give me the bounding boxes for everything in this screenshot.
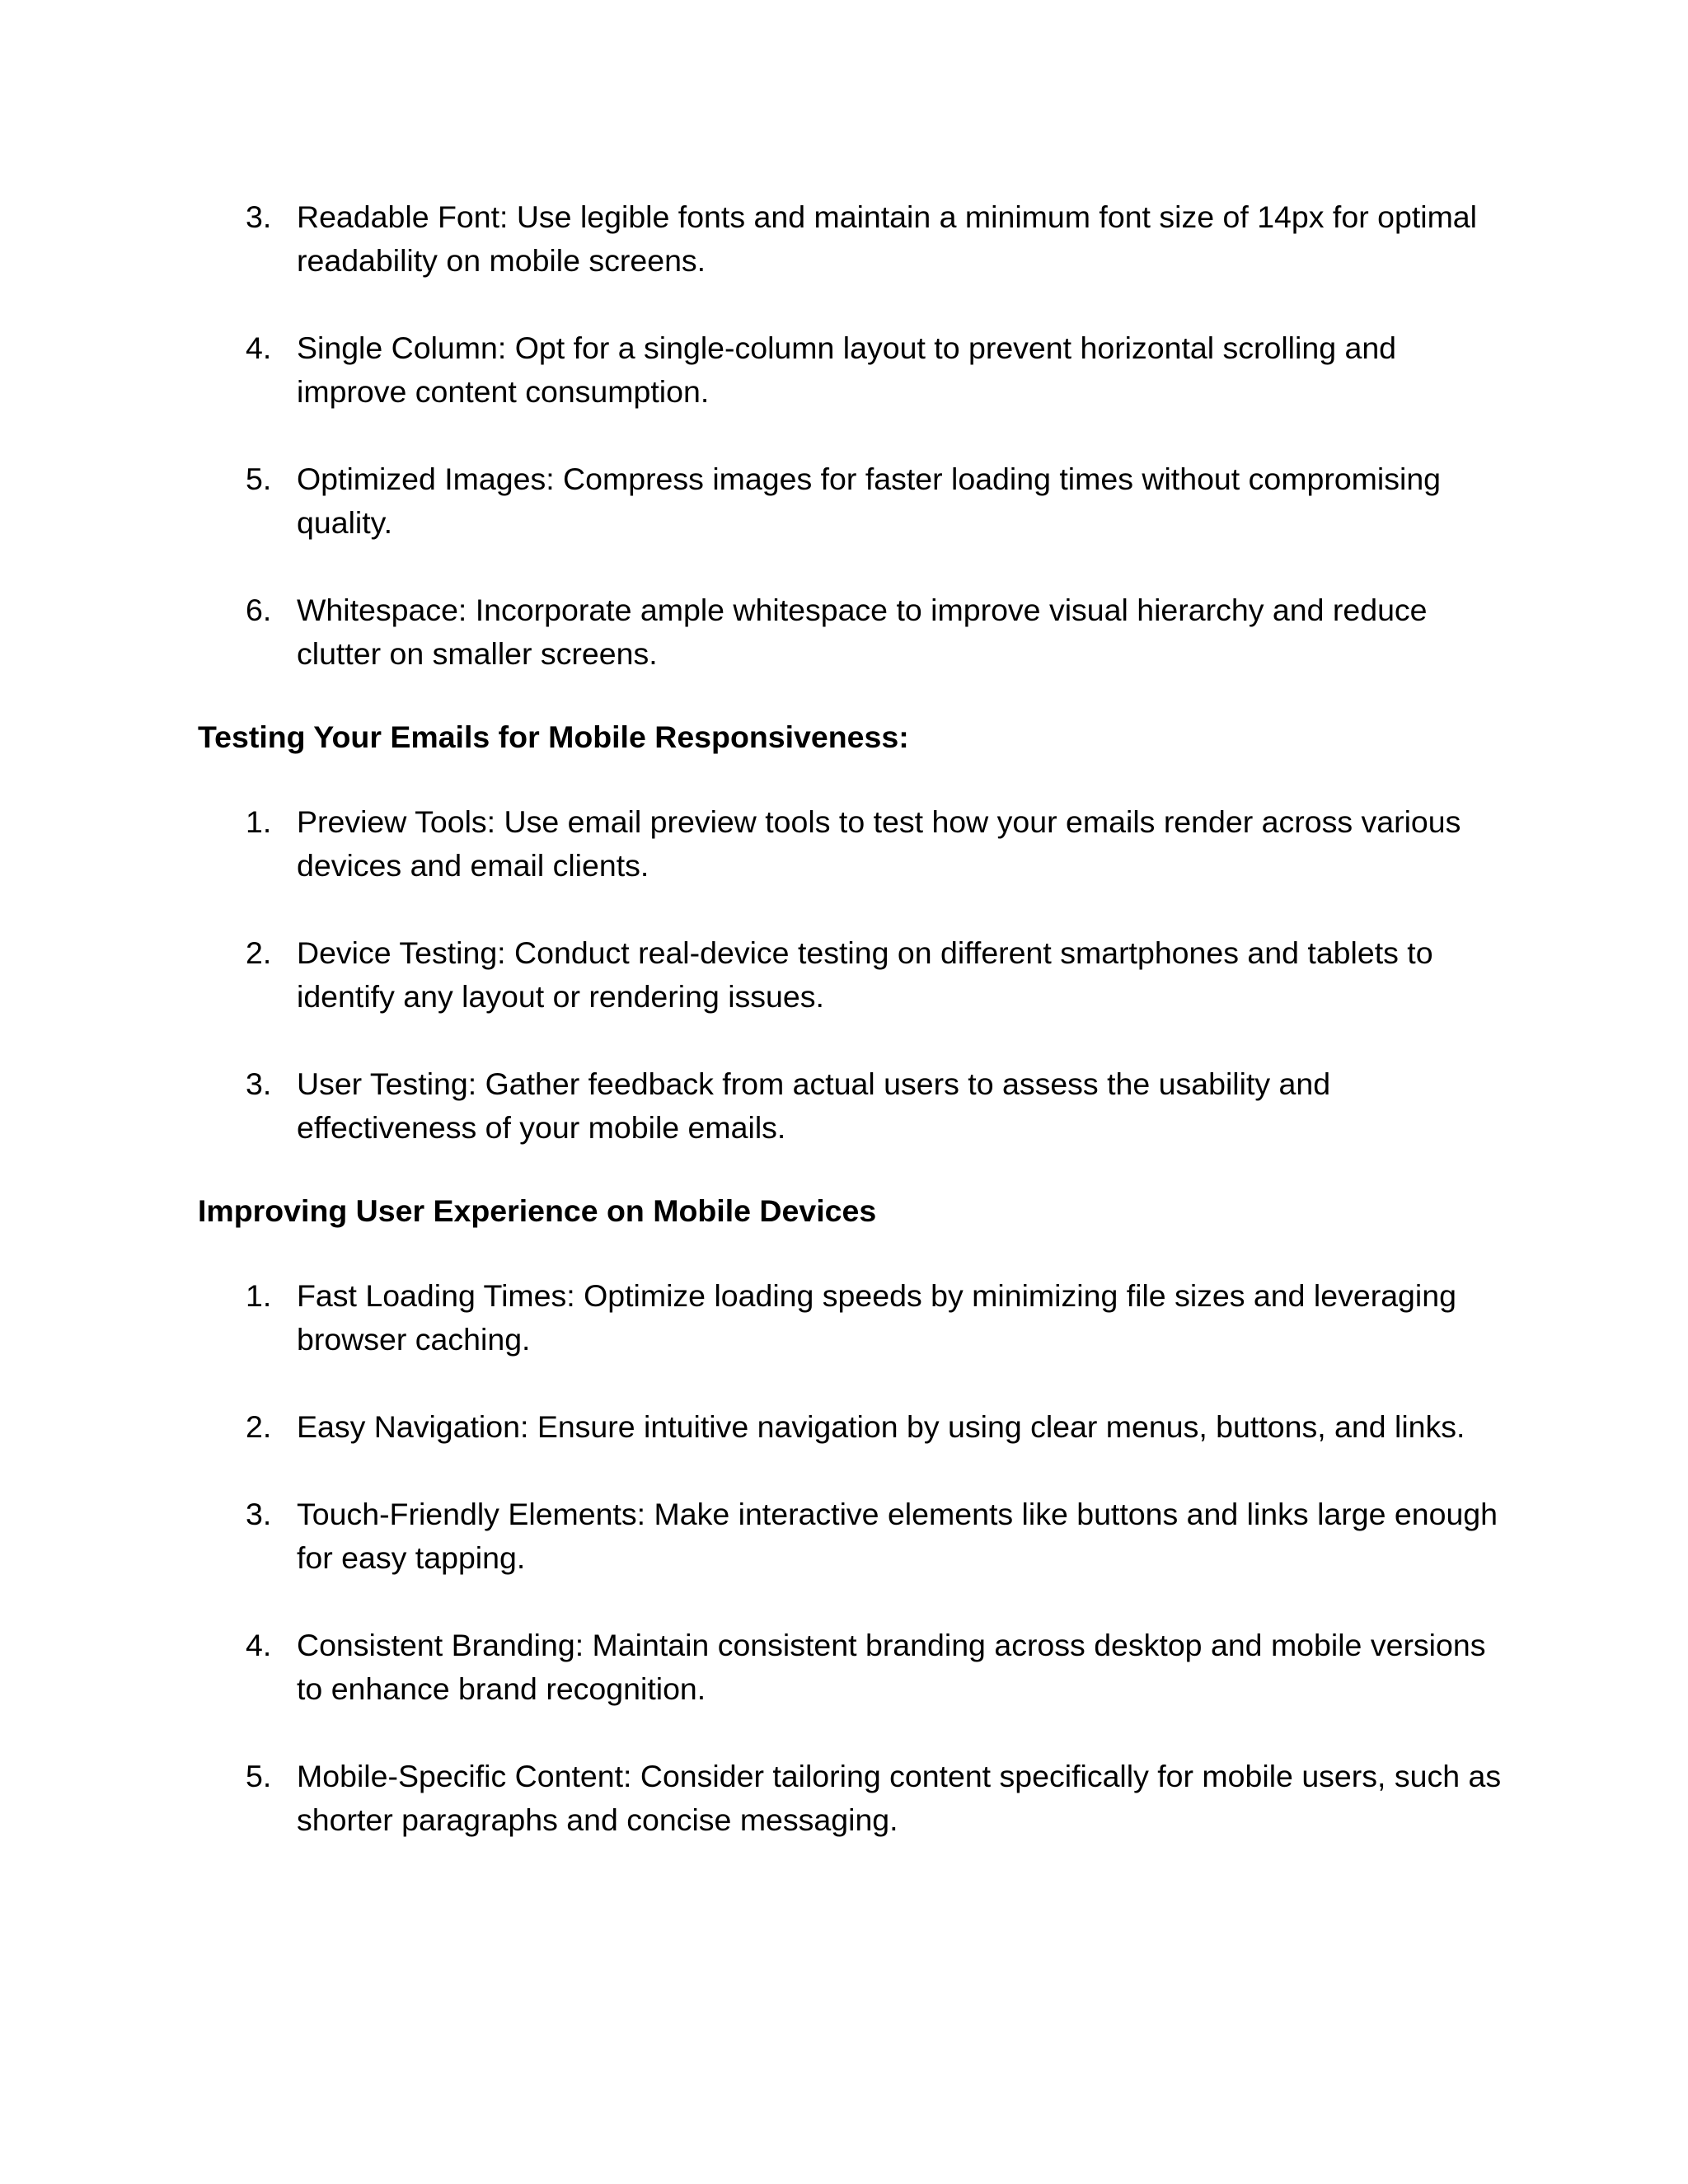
list-item: [198, 195, 1508, 283]
ux-list: [198, 1274, 1508, 1842]
list-item-text: Touch-Friendly Elements: Make interactive elements like buttons and links large enough for easy tapping.: [297, 1497, 1498, 1575]
list-item-text: Preview Tools: Use email preview tools to test how your emails render across various devices and email clients.: [297, 804, 1461, 883]
list-item: [198, 1405, 1508, 1449]
list-item: [198, 1624, 1508, 1711]
list-item: [198, 1755, 1508, 1842]
list-item-text: Fast Loading Times: Optimize loading speeds by minimizing file sizes and leveraging browser caching.: [297, 1278, 1456, 1357]
list-item-text: Consistent Branding: Maintain consistent branding across desktop and mobile versions to enhance brand recognition.: [297, 1628, 1486, 1706]
list-item-number: 5.: [246, 462, 272, 496]
list-item: [198, 1062, 1508, 1150]
list-item: [198, 326, 1508, 414]
list-item-number: 2.: [246, 1409, 272, 1444]
list-item-text: Optimized Images: Compress images for faster loading times without compromising quality.: [297, 462, 1442, 540]
list-item-number: 3.: [246, 199, 272, 234]
list-item-number: 2.: [246, 935, 272, 970]
list-item: [198, 1493, 1508, 1580]
list-item-number: 5.: [246, 1759, 272, 1793]
testing-list: [198, 800, 1508, 1150]
list-item-text: User Testing: Gather feedback from actual users to assess the usability and effectiveness of your mobile emails.: [297, 1066, 1331, 1145]
list-item-number: 1.: [246, 804, 272, 839]
list-item: [198, 588, 1508, 676]
list-item-number: 1.: [246, 1278, 272, 1313]
list-item-text: Mobile-Specific Content: Consider tailoring content specifically for mobile users, such as shorter paragraphs and concise messaging.: [297, 1759, 1502, 1837]
list-item-number: 3.: [246, 1497, 272, 1531]
list-item: [198, 1274, 1508, 1361]
list-item-text: Single Column: Opt for a single-column layout to prevent horizontal scrolling and improve content consumption.: [297, 330, 1397, 409]
list-item-text: Easy Navigation: Ensure intuitive navigation by using clear menus, buttons, and links.: [297, 1409, 1465, 1444]
list-item-text: Whitespace: Incorporate ample whitespace to improve visual hierarchy and reduce clutter on smaller screens.: [297, 593, 1428, 671]
list-item-number: 4.: [246, 1628, 272, 1662]
document-content: [198, 195, 1508, 1842]
list-item: [198, 457, 1508, 545]
list-item-number: 3.: [246, 1066, 272, 1101]
list-item-number: 6.: [246, 593, 272, 627]
list-item-text: Device Testing: Conduct real-device testing on different smartphones and tablets to identify any layout or rendering issues.: [297, 935, 1433, 1014]
section-heading-ux: Improving User Experience on Mobile Devices: [198, 1193, 877, 1228]
list-item: [198, 931, 1508, 1019]
design-tips-list: [198, 195, 1508, 676]
list-item-text: Readable Font: Use legible fonts and maintain a minimum font size of 14px for optimal readability on mobile screens.: [297, 199, 1477, 278]
list-item-number: 4.: [246, 330, 272, 365]
list-item: [198, 800, 1508, 888]
section-heading-testing: Testing Your Emails for Mobile Responsiveness:: [198, 719, 909, 754]
